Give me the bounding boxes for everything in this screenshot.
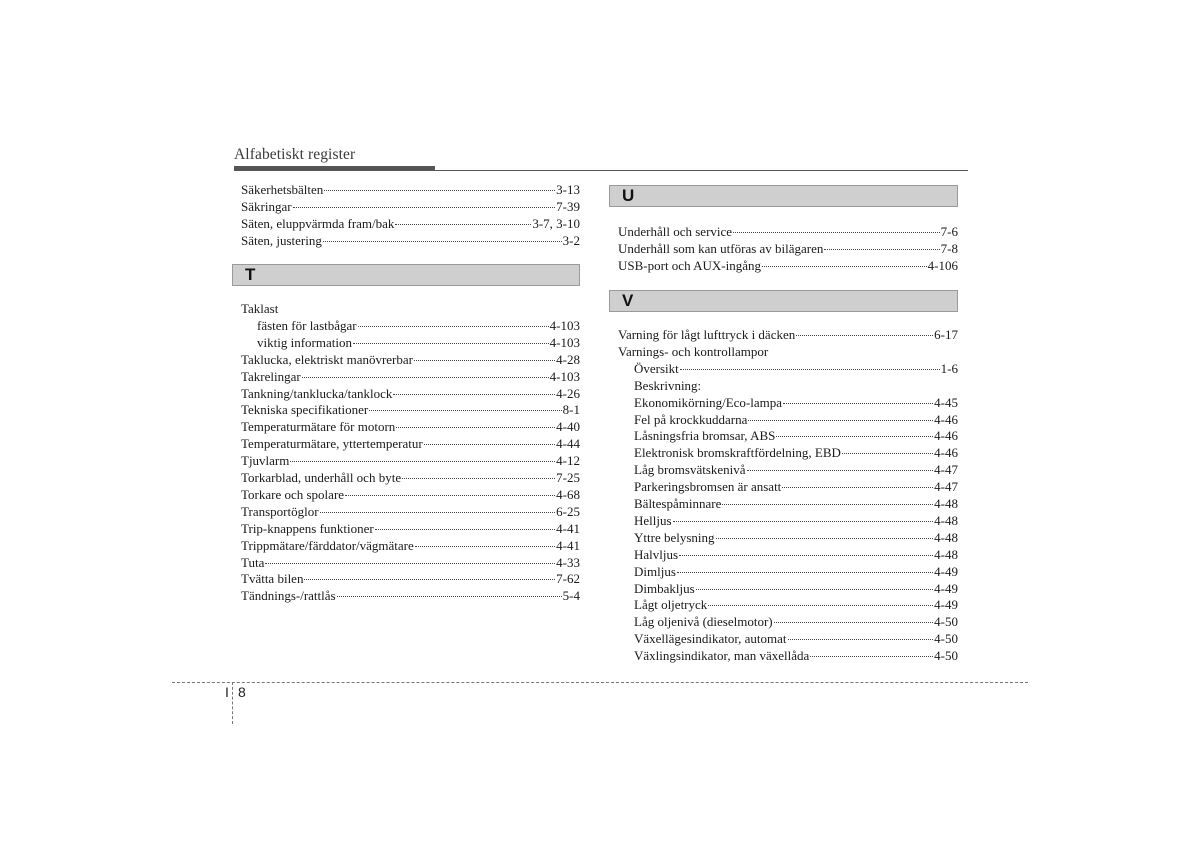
index-entry bbox=[618, 257, 958, 274]
dot-leader bbox=[842, 453, 933, 454]
dot-leader bbox=[393, 394, 555, 395]
dot-leader bbox=[824, 249, 939, 250]
index-entry bbox=[241, 486, 580, 503]
entry-page: 4-44 bbox=[556, 436, 580, 452]
index-entry bbox=[634, 360, 958, 377]
entry-label: Säkringar bbox=[241, 198, 292, 214]
entry-label: Helljus bbox=[634, 512, 672, 528]
index-entry bbox=[634, 647, 958, 664]
index-entry bbox=[241, 520, 580, 537]
sub-group-label: Beskrivning: bbox=[634, 377, 702, 393]
dot-leader bbox=[810, 656, 933, 657]
entry-page: 4-48 bbox=[934, 546, 958, 562]
entry-page: 4-49 bbox=[934, 563, 958, 579]
entry-page: 4-45 bbox=[934, 394, 958, 410]
entry-label: Underhåll som kan utföras av bilägaren bbox=[618, 240, 824, 256]
group-label: Taklast bbox=[241, 301, 279, 316]
index-entry bbox=[241, 435, 580, 452]
dot-leader bbox=[783, 403, 933, 404]
index-entry bbox=[241, 232, 580, 249]
section-heading-v: V bbox=[609, 290, 958, 312]
footer-divider bbox=[232, 682, 233, 724]
index-entry bbox=[634, 563, 958, 580]
entry-label: viktig information bbox=[257, 334, 352, 350]
entry-label: Temperaturmätare för motorn bbox=[241, 419, 396, 435]
entry-label: Parkeringsbromsen är ansatt bbox=[634, 479, 782, 495]
index-entry bbox=[241, 537, 580, 554]
entry-label: Underhåll och service bbox=[618, 224, 733, 239]
dot-leader bbox=[696, 589, 933, 590]
index-entry bbox=[241, 570, 580, 587]
entry-label: Torkarblad, underhåll och byte bbox=[241, 470, 402, 485]
entry-page: 7-62 bbox=[556, 571, 580, 587]
entry-page: 4-33 bbox=[556, 554, 580, 570]
dot-leader bbox=[782, 487, 933, 488]
entry-label: USB-port och AUX-ingång bbox=[618, 257, 761, 273]
dot-leader bbox=[265, 563, 555, 564]
index-entry bbox=[634, 495, 958, 512]
dot-leader bbox=[302, 377, 549, 378]
entry-page: 4-28 bbox=[556, 351, 580, 367]
entry-page: 1-6 bbox=[940, 360, 958, 376]
entry-page: 4-48 bbox=[934, 496, 958, 511]
footer-page-number: 8 bbox=[238, 684, 246, 700]
dot-leader bbox=[345, 495, 555, 496]
entry-page: 7-25 bbox=[556, 470, 580, 485]
index-entry bbox=[634, 630, 958, 647]
entry-page: 4-12 bbox=[556, 453, 580, 469]
dot-leader bbox=[396, 427, 555, 428]
entry-page: 4-103 bbox=[549, 368, 580, 384]
entry-page: 3-13 bbox=[556, 182, 580, 197]
entry-label: Tvätta bilen bbox=[241, 571, 304, 587]
entry-label: Fel på krockkuddarna bbox=[634, 411, 748, 427]
index-entry bbox=[634, 478, 958, 495]
entry-label: Trippmätare/färddator/vägmätare bbox=[241, 537, 414, 553]
entry-label: Takrelingar bbox=[241, 368, 301, 384]
dot-leader bbox=[323, 241, 562, 242]
entry-label: Dimljus bbox=[634, 563, 676, 579]
entry-page: 7-6 bbox=[940, 224, 958, 239]
dot-leader bbox=[424, 444, 555, 445]
entry-label: fästen för lastbågar bbox=[257, 317, 357, 333]
index-entry bbox=[634, 546, 958, 563]
index-entry bbox=[634, 529, 958, 546]
entry-page: 4-46 bbox=[934, 445, 958, 461]
entry-page: 3-7, 3-10 bbox=[532, 215, 580, 231]
dot-leader bbox=[415, 546, 555, 547]
index-entry bbox=[241, 587, 580, 604]
entry-page: 4-46 bbox=[934, 411, 958, 427]
entry-label: Bältespåminnare bbox=[634, 496, 722, 511]
entry-label: Varning för lågt lufttryck i däcken bbox=[618, 327, 796, 342]
entry-label: Torkare och spolare bbox=[241, 486, 345, 502]
entry-label: Tuta bbox=[241, 554, 265, 570]
index-entry bbox=[634, 512, 958, 529]
entry-page: 4-49 bbox=[934, 597, 958, 613]
dot-leader bbox=[402, 478, 555, 479]
index-entry bbox=[634, 613, 958, 630]
entry-label: Säkerhetsbälten bbox=[241, 182, 324, 197]
dot-leader bbox=[395, 224, 531, 225]
dot-leader bbox=[796, 335, 933, 336]
entry-page: 4-106 bbox=[927, 257, 958, 273]
section-heading-t: T bbox=[232, 264, 580, 286]
dot-leader bbox=[748, 420, 933, 421]
entry-page: 7-39 bbox=[556, 198, 580, 214]
entry-page: 4-49 bbox=[934, 580, 958, 596]
index-entry bbox=[241, 401, 580, 418]
index-entry bbox=[241, 385, 580, 402]
index-entry bbox=[634, 444, 958, 461]
index-entry bbox=[241, 368, 580, 385]
index-entry bbox=[241, 181, 580, 198]
dot-leader bbox=[293, 207, 556, 208]
dot-leader bbox=[324, 190, 555, 191]
entry-page: 4-47 bbox=[934, 462, 958, 478]
entry-page: 4-41 bbox=[556, 520, 580, 536]
dot-leader bbox=[414, 360, 555, 361]
entry-label: Lågt oljetryck bbox=[634, 597, 708, 613]
dot-leader bbox=[708, 605, 933, 606]
entry-label: Tjuvlarm bbox=[241, 453, 290, 469]
entry-label: Yttre belysning bbox=[634, 529, 715, 545]
entry-label: Växlingsindikator, man växellåda bbox=[634, 648, 810, 664]
dot-leader bbox=[774, 622, 934, 623]
entry-page: 5-4 bbox=[562, 588, 580, 604]
entry-label: Taklucka, elektriskt manövrerbar bbox=[241, 351, 413, 367]
index-entry bbox=[241, 351, 580, 368]
entry-page: 4-48 bbox=[934, 529, 958, 545]
dot-leader bbox=[733, 232, 940, 233]
index-entry bbox=[634, 580, 958, 597]
dot-leader bbox=[337, 596, 562, 597]
entry-page: 4-103 bbox=[549, 334, 580, 350]
entry-label: Dimbakljus bbox=[634, 580, 695, 596]
index-entry bbox=[241, 469, 580, 486]
dot-leader bbox=[722, 504, 933, 505]
entry-label: Temperaturmätare, yttertemperatur bbox=[241, 436, 423, 452]
entry-page: 4-40 bbox=[556, 419, 580, 435]
entry-label: Låg bromsvätskenivå bbox=[634, 462, 746, 478]
entry-label: Trip-knappens funktioner bbox=[241, 520, 374, 536]
index-entry bbox=[634, 411, 958, 428]
entry-label: Elektronisk bromskraftfördelning, EBD bbox=[634, 445, 841, 461]
entry-page: 4-47 bbox=[934, 479, 958, 495]
entry-label: Tankning/tanklucka/tanklock bbox=[241, 385, 393, 401]
index-entry bbox=[634, 596, 958, 613]
entry-label: Låsningsfria bromsar, ABS bbox=[634, 428, 776, 444]
footer-section: I bbox=[225, 684, 229, 700]
entry-page: 4-26 bbox=[556, 385, 580, 401]
dot-leader bbox=[304, 579, 555, 580]
entry-label: Översikt bbox=[634, 360, 679, 376]
entry-label: Växellägesindikator, automat bbox=[634, 631, 787, 647]
title-rule-accent bbox=[234, 166, 435, 171]
index-entry bbox=[241, 215, 580, 232]
dot-leader bbox=[716, 538, 934, 539]
entry-page: 6-17 bbox=[934, 327, 958, 342]
entry-page: 4-50 bbox=[934, 631, 958, 647]
entry-page: 4-50 bbox=[934, 648, 958, 664]
index-entry bbox=[257, 334, 580, 351]
page-title: Alfabetiskt register bbox=[234, 146, 356, 163]
dot-leader bbox=[290, 461, 555, 462]
index-entry bbox=[634, 461, 958, 478]
dot-leader bbox=[679, 555, 933, 556]
dot-leader bbox=[680, 369, 940, 370]
index-entry bbox=[618, 326, 958, 343]
entry-label: Ekonomikörning/Eco-lampa bbox=[634, 394, 783, 410]
index-entry bbox=[618, 240, 958, 257]
entry-label: Halvljus bbox=[634, 546, 679, 562]
dot-leader bbox=[788, 639, 934, 640]
index-entry bbox=[241, 418, 580, 435]
entry-label: Säten, eluppvärmda fram/bak bbox=[241, 215, 395, 231]
index-entry bbox=[241, 198, 580, 215]
dot-leader bbox=[776, 436, 933, 437]
entry-label: Tändnings-/rattlås bbox=[241, 588, 336, 604]
entry-page: 4-48 bbox=[934, 512, 958, 528]
entry-label: Transportöglor bbox=[241, 503, 319, 519]
dot-leader bbox=[747, 470, 934, 471]
dot-leader bbox=[375, 529, 555, 530]
index-entry bbox=[618, 223, 958, 240]
entry-page: 3-2 bbox=[562, 232, 580, 248]
entry-label: Låg oljenivå (dieselmotor) bbox=[634, 614, 773, 630]
entry-page: 6-25 bbox=[556, 503, 580, 519]
entry-page: 4-103 bbox=[549, 317, 580, 333]
index-entry bbox=[241, 452, 580, 469]
entry-page: 7-8 bbox=[940, 240, 958, 256]
entry-page: 8-1 bbox=[562, 402, 580, 418]
dot-leader bbox=[369, 410, 561, 411]
index-entry bbox=[634, 394, 958, 411]
index-entry bbox=[241, 503, 580, 520]
dot-leader bbox=[320, 512, 556, 513]
dot-leader bbox=[677, 572, 933, 573]
index-entry bbox=[241, 554, 580, 571]
entry-label: Säten, justering bbox=[241, 232, 322, 248]
index-entry bbox=[257, 317, 580, 334]
entry-page: 4-41 bbox=[556, 537, 580, 553]
entry-page: 4-68 bbox=[556, 486, 580, 502]
entry-page: 4-46 bbox=[934, 428, 958, 444]
footer-rule bbox=[172, 682, 1028, 683]
entry-page: 4-50 bbox=[934, 614, 958, 630]
dot-leader bbox=[358, 326, 549, 327]
group-label: Varnings- och kontrollampor bbox=[618, 343, 769, 359]
dot-leader bbox=[673, 521, 934, 522]
section-heading-u: U bbox=[609, 185, 958, 207]
index-entry bbox=[634, 427, 958, 444]
dot-leader bbox=[762, 266, 927, 267]
dot-leader bbox=[353, 343, 549, 344]
entry-label: Tekniska specifikationer bbox=[241, 402, 369, 418]
